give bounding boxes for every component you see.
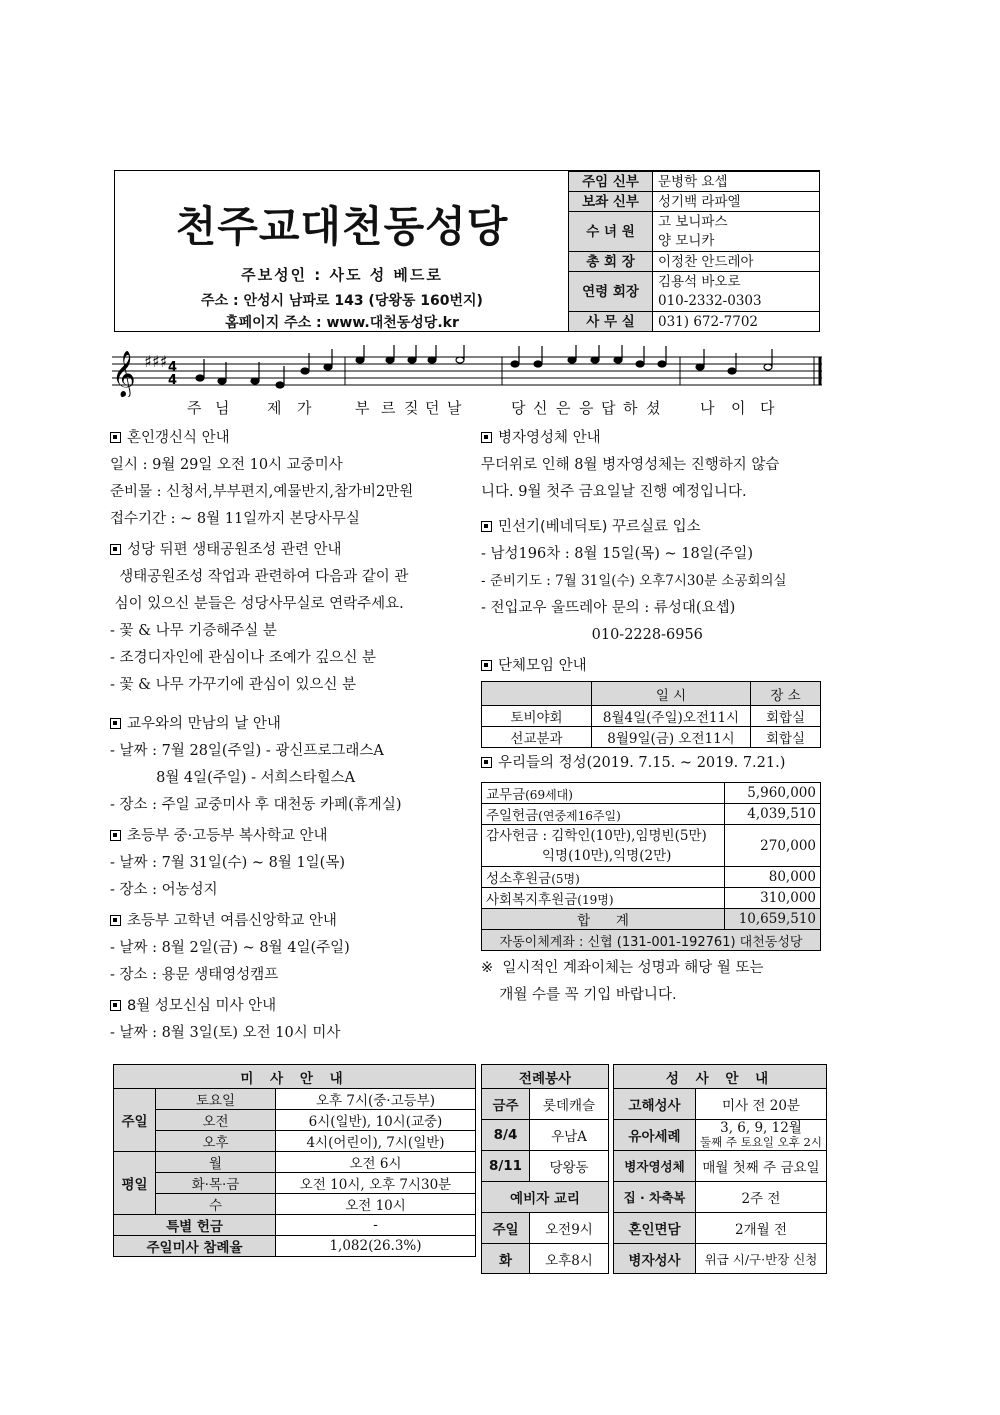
sacrament-title: 성 사 안 내 — [614, 1065, 827, 1089]
table-row — [482, 727, 821, 748]
offering-label: 감사헌금 : 김학인(10만),임명빈(5만) 익명(10만),익명(2만) — [482, 825, 725, 867]
liturgy-date: 8/11 — [482, 1151, 530, 1182]
text-line: 준비물 : 신청서,부부편지,예물반지,참가비2만원 — [110, 484, 414, 500]
staff-name: 김용석 바오로 — [653, 272, 820, 292]
lyric-syllable: 제 — [267, 399, 282, 417]
text-line: - 꽃 & 나무 기증해주실 분 — [110, 623, 277, 639]
catechumen-time: 오후8시 — [530, 1244, 609, 1274]
weekday-label: 평일 — [114, 1152, 156, 1215]
liturgy-date: 금주 — [482, 1089, 530, 1120]
liturgy-team: 당왕동 — [530, 1151, 609, 1182]
text-line: 심이 있으신 분들은 성당사무실로 연락주세요. — [110, 596, 404, 612]
offering-label: 교무금(69세대) — [482, 783, 725, 804]
notice-line: ※ 일시적인 계좌이체는 성명과 해당 월 또는 — [481, 960, 764, 976]
mass-time: 4시(어린이), 7시(일반) — [276, 1131, 476, 1152]
sacrament-name: 병자영성체 — [614, 1151, 696, 1182]
mass-day: 수 — [156, 1194, 276, 1215]
catechumen-day: 주일 — [482, 1213, 530, 1244]
section-heading: 혼인갱신식 안내 — [110, 425, 475, 452]
lyric-syllable: 응 — [579, 399, 594, 417]
text-line: - 조경디자인에 관심이나 조예가 깊으신 분 — [110, 650, 377, 666]
table-row — [482, 783, 821, 804]
notice-line: 개월 수를 꼭 기입 바랍니다. — [481, 987, 677, 1003]
square-bullet-icon — [110, 544, 121, 555]
text-line: - 장소 : 어농성지 — [110, 882, 218, 898]
staff-role: 연령 회장 — [569, 272, 653, 312]
mass-time: 오전 6시 — [276, 1152, 476, 1173]
offering-label: 성소후원금(5명) — [482, 867, 725, 888]
sacrament-name: 집 · 차축복 — [614, 1182, 696, 1213]
lyric-syllable: 가 — [297, 399, 312, 417]
section-heading: 병자영성체 안내 — [481, 425, 826, 452]
offering-label: 사회복지후원금(19명) — [482, 888, 725, 909]
table-cell: 8월4일(주일)오전11시 — [592, 706, 751, 727]
sacrament-name: 유아세례 — [614, 1120, 696, 1151]
treble-clef-icon: 𝄞 — [112, 351, 136, 397]
lyric-syllable: 이 — [731, 399, 746, 417]
catechumen-title: 예비자 교리 — [482, 1182, 609, 1213]
lyric-syllable: 은 — [556, 399, 571, 417]
patron-saint: 주보성인 : 사도 성 베드로 — [241, 266, 443, 284]
sacrament-info: 2주 전 — [696, 1182, 827, 1213]
staff-name: 이정찬 안드레아 — [653, 252, 820, 272]
lyric-syllable: 다 — [760, 399, 775, 417]
staff-role: 보좌 신부 — [569, 192, 653, 212]
square-bullet-icon — [110, 1000, 121, 1011]
section-heading: 민선기(베네딕토) 꾸르실료 입소 — [481, 514, 826, 541]
mass-day: 화·목·금 — [156, 1173, 276, 1194]
text-line: - 꽃 & 나무 가꾸기에 관심이 있으신 분 — [110, 677, 357, 693]
total-row — [482, 909, 821, 930]
lyric-syllable: 주 — [187, 399, 202, 417]
table-row — [482, 867, 821, 888]
offering-table — [481, 782, 821, 951]
staff-name: 031) 672-7702 — [653, 312, 820, 332]
mass-time: 오후 7시(중·고등부) — [276, 1089, 476, 1110]
staff-name: 성기백 라파엘 — [653, 192, 820, 212]
square-bullet-icon — [110, 718, 121, 729]
offering-value: 4,039,510 — [725, 804, 821, 825]
text-line: 무더위로 인해 8월 병자영성체는 진행하지 않습 — [481, 457, 780, 473]
right-column — [481, 425, 826, 680]
liturgy-team: 우남A — [530, 1120, 609, 1151]
text-line: 생태공원조성 작업과 관련하여 다음과 같이 관 — [110, 569, 409, 585]
offering-value: 310,000 — [725, 888, 821, 909]
table-cell: 토비야회 — [482, 706, 592, 727]
text-line: 010-2228-6956 — [481, 627, 703, 643]
lyric-syllable: 당 — [511, 399, 526, 417]
staff-role: 총 회 장 — [569, 252, 653, 272]
text-line: - 전입교우 울뜨레아 문의 : 류성대(요셉) — [481, 600, 736, 616]
text-line: - 준비기도 : 7월 31일(수) 오후7시30분 소공회의실 — [481, 573, 787, 589]
mass-time: 오전 10시, 오후 7시30분 — [276, 1173, 476, 1194]
sacrament-table — [613, 1064, 827, 1274]
mass-day: 토요일 — [156, 1089, 276, 1110]
section-heading: 초등부 중·고등부 복사학교 안내 — [110, 823, 475, 850]
lyric-syllable: 답 — [601, 399, 616, 417]
table-cell: 회합실 — [751, 727, 821, 748]
total-value: 10,659,510 — [725, 909, 821, 930]
table-row — [482, 888, 821, 909]
table-row — [482, 825, 821, 867]
offering-value: 270,000 — [725, 825, 821, 867]
text-line: - 장소 : 용문 생태영성캠프 — [110, 967, 279, 983]
attendance-label: 주일미사 참례율 — [114, 1236, 276, 1257]
special-offering-value: - — [276, 1215, 476, 1236]
table-row — [482, 804, 821, 825]
square-bullet-icon — [481, 432, 492, 443]
time-signature-top: 4 — [168, 360, 178, 375]
section-heading: 교우와의 만남의 날 안내 — [110, 711, 475, 738]
table-header — [482, 682, 592, 706]
mass-time: 6시(일반), 10시(교중) — [276, 1110, 476, 1131]
section-heading: 초등부 고학년 여름신앙학교 안내 — [110, 908, 475, 935]
attendance-value: 1,082(26.3%) — [276, 1236, 476, 1257]
sacrament-info: 미사 전 20분 — [696, 1089, 827, 1120]
mass-schedule-title: 미 사 안 내 — [114, 1065, 476, 1089]
lyric-syllable: 님 — [215, 399, 230, 417]
lyric-syllable: 부 — [355, 399, 370, 417]
text-line: - 날짜 : 7월 28일(주일) - 광신프로그래스A — [110, 743, 384, 759]
lyric-syllable: 날 — [447, 399, 462, 417]
lyric-syllable: 셨 — [646, 399, 661, 417]
text-line: 8월 4일(주일) - 서희스타힐스A — [110, 770, 356, 786]
lyric-syllable: 르 — [381, 399, 396, 417]
section-heading: 우리들의 정성(2019. 7.15. ~ 2019. 7.21.) — [481, 750, 785, 777]
lyric-syllable: 나 — [700, 399, 715, 417]
sacrament-name: 혼인면담 — [614, 1213, 696, 1244]
table-cell: 선교분과 — [482, 727, 592, 748]
square-bullet-icon — [110, 915, 121, 926]
address: 주소 : 안성시 남파로 143 (당왕동 160번지) — [201, 293, 483, 309]
sunday-label: 주일 — [114, 1089, 156, 1152]
total-label: 합 계 — [482, 909, 725, 930]
table-header: 일 시 — [592, 682, 751, 706]
sacrament-name: 병자성사 — [614, 1244, 696, 1274]
lyric-syllable: 신 — [533, 399, 548, 417]
text-line: - 남성196차 : 8월 15일(목) ~ 18일(주일) — [481, 546, 754, 562]
offering-label: 주일헌금(연중제16주일) — [482, 804, 725, 825]
account-row — [482, 930, 821, 951]
music-staff — [110, 345, 830, 397]
staff-role: 사 무 실 — [569, 312, 653, 332]
text-line: - 날짜 : 8월 2일(금) ~ 8월 4일(주일) — [110, 940, 350, 956]
bank-account: 자동이체계좌 : 신협 (131-001-192761) 대천동성당 — [482, 930, 821, 951]
staff-role: 주임 신부 — [569, 172, 653, 192]
key-signature-icon: ♯♯♯ — [144, 352, 168, 371]
liturgy-title: 전례봉사 — [482, 1065, 609, 1089]
special-offering-label: 특별 헌금 — [114, 1215, 276, 1236]
square-bullet-icon — [481, 757, 492, 768]
section-heading: 성당 뒤편 생태공원조성 관련 안내 — [110, 537, 475, 564]
square-bullet-icon — [481, 660, 492, 671]
lyric-syllable: 던 — [425, 399, 440, 417]
staff-name: 문병학 요셉 — [653, 172, 820, 192]
sacrament-info: 2개월 전 — [696, 1213, 827, 1244]
mass-day: 오전 — [156, 1110, 276, 1131]
catechumen-time: 오전9시 — [530, 1213, 609, 1244]
staff-role: 수 녀 원 — [569, 212, 653, 252]
offering-value: 80,000 — [725, 867, 821, 888]
mass-day: 오후 — [156, 1131, 276, 1152]
square-bullet-icon — [110, 432, 121, 443]
square-bullet-icon — [481, 521, 492, 532]
text-line: 니다. 9월 첫주 금요일날 진행 예정입니다. — [481, 484, 747, 500]
section-heading: 8월 성모신심 미사 안내 — [110, 993, 475, 1020]
text-line: - 날짜 : 8월 3일(토) 오전 10시 미사 — [110, 1025, 341, 1041]
liturgy-date: 8/4 — [482, 1120, 530, 1151]
homepage: 홈페이지 주소 : www.대천동성당.kr — [225, 315, 459, 331]
table-row — [482, 706, 821, 727]
church-title: 천주교대천동성당 — [175, 202, 509, 251]
mass-time: 오전 10시 — [276, 1194, 476, 1215]
staff-name: 양 모니카 — [653, 232, 820, 252]
notes — [196, 345, 772, 388]
offering-value: 5,960,000 — [725, 783, 821, 804]
transfer-notice — [481, 955, 764, 1009]
sacrament-name: 고해성사 — [614, 1089, 696, 1120]
left-column — [110, 425, 475, 1047]
mass-schedule-table — [113, 1064, 476, 1257]
lyric-syllable: 하 — [623, 399, 638, 417]
staff-table — [568, 171, 820, 332]
section-heading: 단체모임 안내 — [481, 653, 826, 680]
sacrament-info: 위급 시/구·반장 신청 — [696, 1244, 827, 1274]
staff-name: 고 보니파스 — [653, 212, 820, 232]
text-line: 일시 : 9월 29일 오전 10시 교중미사 — [110, 457, 343, 473]
sacrament-info: 3, 6, 9, 12월 둘째 주 토요일 오후 2시 — [696, 1120, 827, 1151]
sacrament-info: 매월 첫째 주 금요일 — [696, 1151, 827, 1182]
time-signature-bottom: 4 — [168, 373, 178, 388]
group-schedule-table — [481, 681, 821, 748]
catechumen-day: 화 — [482, 1244, 530, 1274]
header-left — [116, 172, 568, 330]
square-bullet-icon — [110, 830, 121, 841]
staff-phone: 010-2332-0303 — [653, 292, 820, 312]
table-cell: 회합실 — [751, 706, 821, 727]
lyric-syllable: 짖 — [404, 399, 419, 417]
table-header: 장 소 — [751, 682, 821, 706]
text-line: 접수기간 : ~ 8월 11일까지 본당사무실 — [110, 511, 360, 527]
mass-day: 월 — [156, 1152, 276, 1173]
table-cell: 8월9일(금) 오전11시 — [592, 727, 751, 748]
text-line: - 날짜 : 7월 31일(수) ~ 8월 1일(목) — [110, 855, 346, 871]
text-line: - 장소 : 주일 교중미사 후 대천동 카페(휴게실) — [110, 797, 402, 813]
liturgy-team: 롯데캐슬 — [530, 1089, 609, 1120]
liturgy-table — [481, 1064, 609, 1274]
